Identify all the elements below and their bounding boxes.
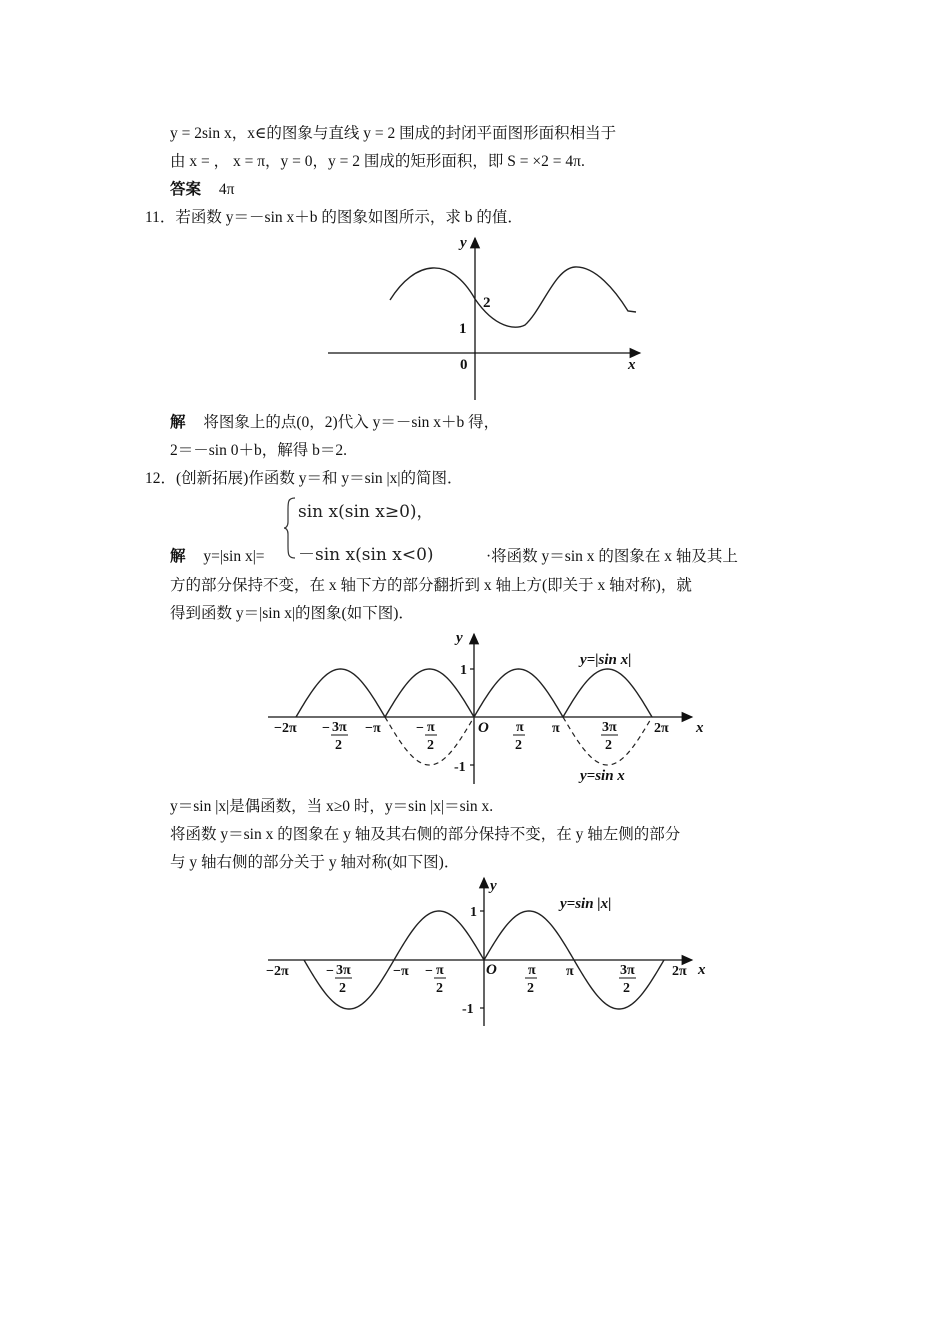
svg-text:2: 2 — [339, 981, 346, 996]
x-tick-neg-pi-2 — [416, 720, 437, 753]
svg-text:2: 2 — [427, 738, 434, 753]
origin-label: O — [478, 720, 489, 736]
svg-text:2: 2 — [527, 981, 534, 996]
svg-text:π: π — [436, 963, 444, 978]
svg-text:−: − — [416, 721, 424, 736]
label-abs-sin: y=|sin x| — [580, 652, 632, 668]
answer-value: 4π — [218, 181, 235, 198]
text-line-2: 由 x = ， x = π，y = 0，y = 2 围成的矩形面积，即 S = ×2 = 4π. — [170, 153, 585, 170]
svg-text:3π: 3π — [332, 720, 347, 735]
label-sin: y=sin x — [580, 768, 625, 784]
y-tick-1: 1 — [460, 663, 467, 678]
x-tick-2pi: 2π — [672, 964, 687, 979]
solution-11-line-2: 2＝－sin 0＋b，解得 b＝2. — [170, 442, 347, 459]
figure-abs-sin-graph — [260, 628, 720, 788]
piecewise-case-2: －sin x(sin x<0) — [298, 545, 434, 565]
label-sin-abs: y=sin |x| — [560, 896, 612, 912]
solution-12-lhs: y=|sin x|= — [203, 548, 265, 565]
svg-text:3π: 3π — [602, 720, 617, 735]
y-tick-minus-1: -1 — [462, 1002, 474, 1017]
solution-12-line-1 — [170, 547, 265, 567]
svg-text:−: − — [425, 964, 433, 979]
svg-text:π: π — [516, 720, 524, 735]
x-tick-neg-pi: −π — [393, 964, 409, 979]
x-tick-pi-2 — [513, 720, 525, 753]
x-tick-neg-2pi: −2π — [266, 964, 289, 979]
svg-text:3π: 3π — [620, 963, 635, 978]
piecewise-case-1: sin x(sin x≥0)， — [298, 502, 434, 522]
answer-line — [170, 180, 234, 200]
x-tick-neg-2pi: −2π — [274, 721, 297, 736]
tick-1-label: 1 — [459, 321, 467, 337]
solution-12-text-f: 与 y 轴右侧的部分关于 y 轴对称(如下图)． — [170, 854, 460, 871]
figure-11-graph — [320, 230, 650, 405]
figure-sin-abs-graph — [260, 872, 720, 1032]
tick-2-label: 2 — [483, 295, 491, 311]
svg-text:2: 2 — [515, 738, 522, 753]
solution-12-label: 解 — [170, 548, 186, 565]
x-tick-3pi-2 — [619, 963, 636, 996]
x-tick-neg-pi-2 — [425, 963, 446, 996]
solution-11-text-a: 将图象上的点(0，2)代入 y＝－sin x＋b 得， — [203, 414, 500, 431]
solution-11-line-1 — [170, 413, 499, 433]
solution-12-text-b: 方的部分保持不变，在 x 轴下方的部分翻折到 x 轴上方(即关于 x 轴对称)，就 — [170, 577, 692, 594]
answer-label: 答案 — [170, 181, 202, 198]
svg-text:2: 2 — [605, 738, 612, 753]
y-axis-label: y — [490, 878, 497, 894]
curve-neg-sin-plus-b — [390, 267, 636, 327]
solution-12-text-c: 得到函数 y＝|sin x|的图象(如下图)． — [170, 605, 414, 622]
x-tick-2pi: 2π — [654, 721, 669, 736]
x-tick-neg-pi: −π — [365, 721, 381, 736]
piecewise-brace — [283, 496, 297, 560]
svg-text:−: − — [326, 964, 334, 979]
x-tick-pi: π — [552, 721, 560, 736]
question-11: 11．若函数 y＝－sin x＋b 的图象如图所示，求 b 的值． — [145, 209, 523, 226]
x-axis-label: x — [698, 962, 706, 978]
solution-11-label: 解 — [170, 414, 186, 431]
y-tick-1: 1 — [470, 905, 477, 920]
y-tick-minus-1: -1 — [454, 760, 466, 775]
solution-12-text-a: ·将函数 y＝sin x 的图象在 x 轴及其上 — [486, 548, 738, 565]
x-axis-label: x — [628, 357, 636, 373]
x-tick-neg-3pi-2 — [322, 720, 348, 753]
y-axis-label: y — [460, 235, 467, 251]
svg-text:π: π — [528, 963, 536, 978]
x-tick-pi-2 — [525, 963, 537, 996]
x-tick-neg-3pi-2 — [326, 963, 352, 996]
svg-text:2: 2 — [436, 981, 443, 996]
solution-12-text-d: y＝sin |x|是偶函数，当 x≥0 时，y＝sin |x|＝sin x. — [170, 798, 494, 815]
svg-text:π: π — [427, 720, 435, 735]
svg-text:2: 2 — [335, 738, 342, 753]
svg-text:3π: 3π — [336, 963, 351, 978]
x-tick-pi: π — [566, 964, 574, 979]
svg-text:2: 2 — [623, 981, 630, 996]
origin-label: 0 — [460, 357, 468, 373]
svg-text:−: − — [322, 721, 330, 736]
x-tick-3pi-2 — [601, 720, 618, 753]
text-line-1: y = 2sin x，x∈的图象与直线 y = 2 围成的封闭平面图形面积相当于 — [170, 125, 617, 142]
solution-12-text-e: 将函数 y＝sin x 的图象在 y 轴及其右侧的部分保持不变，在 y 轴左侧的部分 — [170, 826, 681, 843]
y-axis-label: y — [456, 630, 463, 646]
question-12: 12．(创新拓展)作函数 y＝和 y＝sin |x|的简图． — [145, 470, 463, 487]
x-axis-label: x — [696, 720, 704, 736]
origin-label: O — [486, 962, 497, 978]
